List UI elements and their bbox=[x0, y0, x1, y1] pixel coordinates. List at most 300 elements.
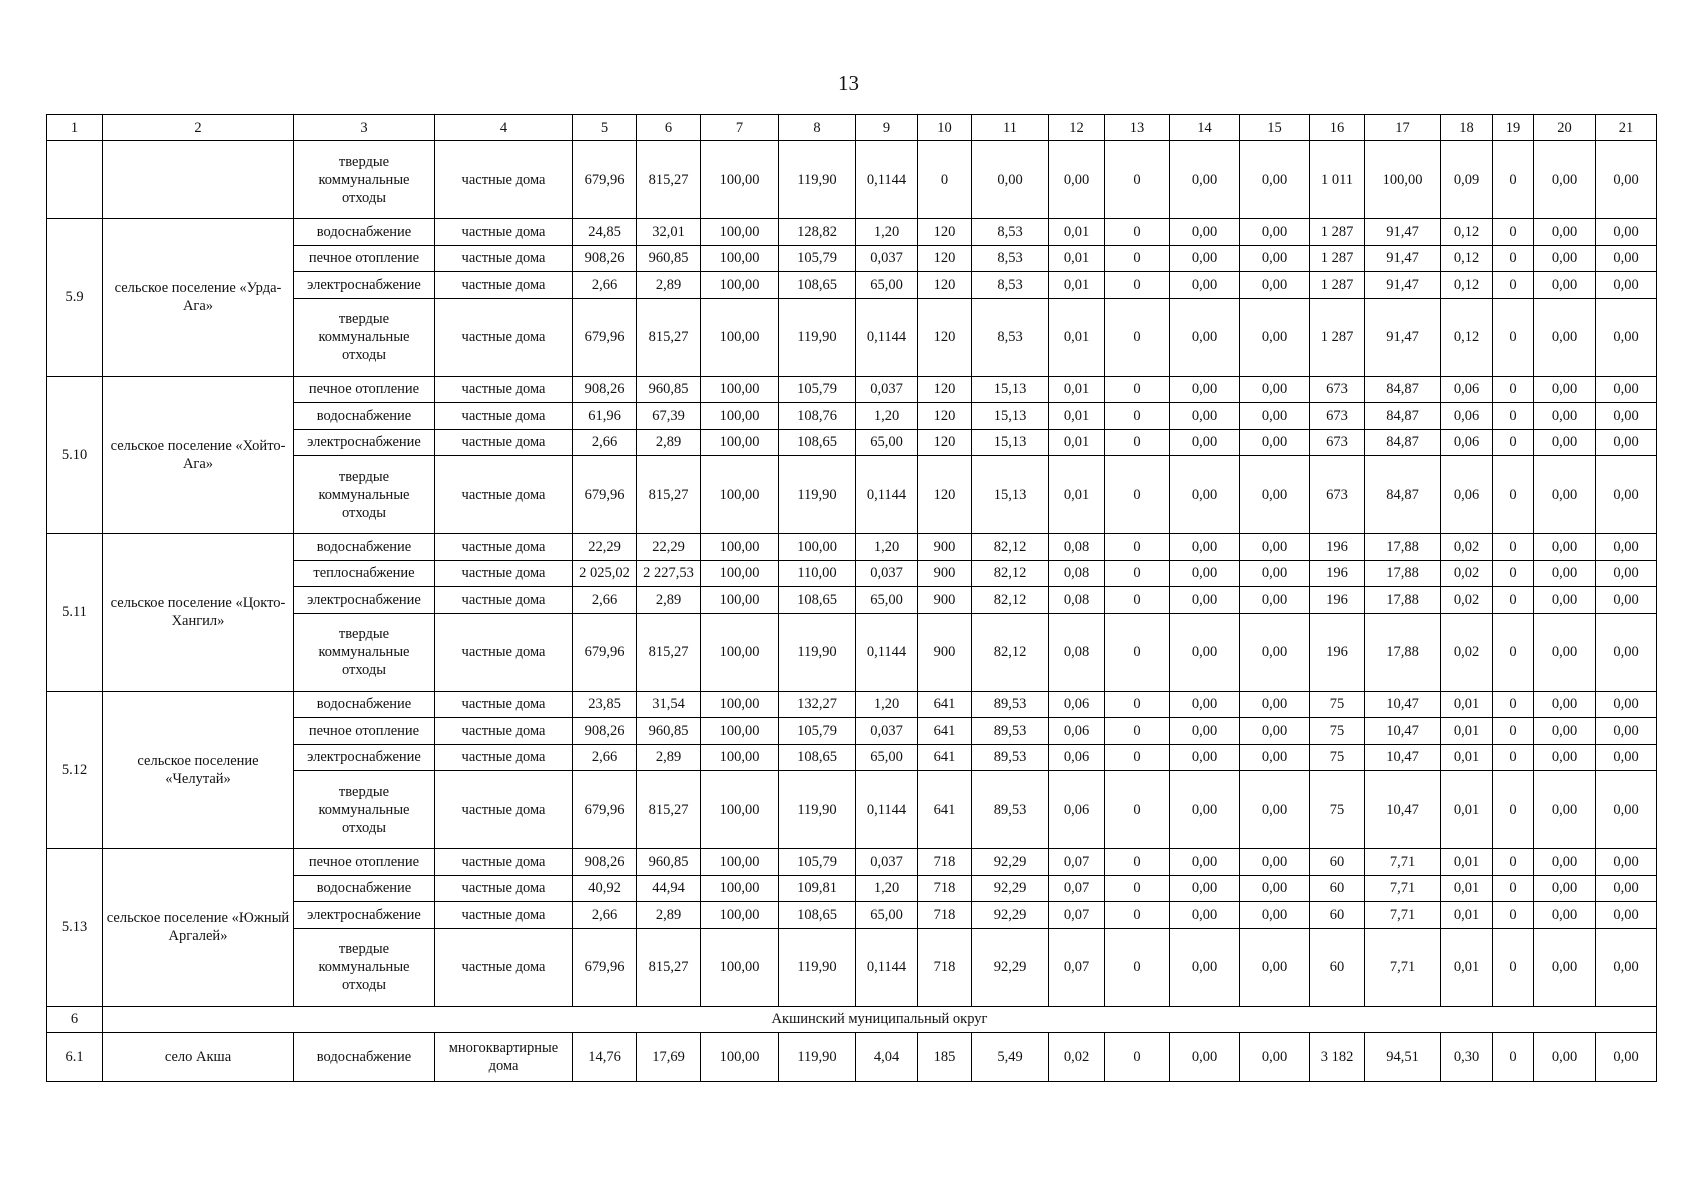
value-cell: 1,20 bbox=[856, 403, 918, 430]
value-cell: 0,00 bbox=[1170, 928, 1240, 1006]
value-cell: 0,00 bbox=[1170, 718, 1240, 745]
value-cell: 0 bbox=[1105, 272, 1170, 299]
value-cell: 679,96 bbox=[573, 456, 637, 534]
column-header: 21 bbox=[1596, 115, 1657, 141]
housing-type-cell: частные дома bbox=[435, 403, 573, 430]
value-cell: 0,00 bbox=[1240, 245, 1310, 272]
value-cell: 5,49 bbox=[972, 1032, 1049, 1081]
value-cell: 0,00 bbox=[1170, 141, 1240, 219]
table-row bbox=[47, 376, 1657, 403]
value-cell: 0,01 bbox=[1049, 298, 1105, 376]
table-row bbox=[47, 141, 1657, 219]
value-cell: 100,00 bbox=[701, 245, 779, 272]
value-cell: 0 bbox=[1105, 141, 1170, 219]
service-cell: твердые коммунальные отходы bbox=[294, 928, 435, 1006]
value-cell: 679,96 bbox=[573, 613, 637, 691]
value-cell: 89,53 bbox=[972, 718, 1049, 745]
value-cell: 119,90 bbox=[779, 141, 856, 219]
value-cell: 15,13 bbox=[972, 376, 1049, 403]
housing-type-cell: частные дома bbox=[435, 560, 573, 587]
service-cell: печное отопление bbox=[294, 849, 435, 876]
value-cell: 0,00 bbox=[1240, 849, 1310, 876]
service-cell: электроснабжение bbox=[294, 902, 435, 929]
value-cell: 8,53 bbox=[972, 298, 1049, 376]
value-cell: 7,71 bbox=[1365, 902, 1441, 929]
column-header: 7 bbox=[701, 115, 779, 141]
value-cell: 0,00 bbox=[1534, 376, 1596, 403]
value-cell: 0,00 bbox=[1170, 875, 1240, 902]
column-header: 10 bbox=[918, 115, 972, 141]
value-cell: 0,08 bbox=[1049, 534, 1105, 561]
service-cell: твердые коммунальные отходы bbox=[294, 141, 435, 219]
value-cell: 1,20 bbox=[856, 534, 918, 561]
value-cell: 0,037 bbox=[856, 245, 918, 272]
value-cell: 815,27 bbox=[637, 456, 701, 534]
value-cell: 0,06 bbox=[1441, 429, 1493, 456]
service-cell: электроснабжение bbox=[294, 429, 435, 456]
value-cell: 8,53 bbox=[972, 245, 1049, 272]
value-cell: 0,00 bbox=[1170, 272, 1240, 299]
value-cell: 0,12 bbox=[1441, 219, 1493, 246]
service-cell: водоснабжение bbox=[294, 219, 435, 246]
value-cell: 0,01 bbox=[1049, 245, 1105, 272]
value-cell: 960,85 bbox=[637, 245, 701, 272]
value-cell: 0,00 bbox=[1596, 875, 1657, 902]
value-cell: 0,037 bbox=[856, 849, 918, 876]
value-cell: 75 bbox=[1310, 744, 1365, 771]
value-cell: 105,79 bbox=[779, 718, 856, 745]
value-cell: 0,00 bbox=[1534, 456, 1596, 534]
value-cell: 815,27 bbox=[637, 141, 701, 219]
value-cell: 0,00 bbox=[1596, 613, 1657, 691]
value-cell: 94,51 bbox=[1365, 1032, 1441, 1081]
service-cell: печное отопление bbox=[294, 376, 435, 403]
housing-type-cell: многоквартирные дома bbox=[435, 1032, 573, 1081]
value-cell: 0,00 bbox=[1240, 902, 1310, 929]
value-cell: 673 bbox=[1310, 429, 1365, 456]
value-cell: 0,00 bbox=[1170, 219, 1240, 246]
value-cell: 0,00 bbox=[1240, 560, 1310, 587]
value-cell: 2,89 bbox=[637, 272, 701, 299]
value-cell: 92,29 bbox=[972, 875, 1049, 902]
housing-type-cell: частные дома bbox=[435, 141, 573, 219]
value-cell: 7,71 bbox=[1365, 849, 1441, 876]
value-cell: 119,90 bbox=[779, 928, 856, 1006]
value-cell: 0,00 bbox=[1170, 245, 1240, 272]
value-cell: 100,00 bbox=[1365, 141, 1441, 219]
value-cell: 0,01 bbox=[1441, 718, 1493, 745]
value-cell: 0 bbox=[1493, 587, 1534, 614]
value-cell: 4,04 bbox=[856, 1032, 918, 1081]
value-cell: 0,00 bbox=[1240, 744, 1310, 771]
value-cell: 0,1144 bbox=[856, 456, 918, 534]
value-cell: 92,29 bbox=[972, 902, 1049, 929]
value-cell: 60 bbox=[1310, 849, 1365, 876]
value-cell: 0,08 bbox=[1049, 613, 1105, 691]
value-cell: 908,26 bbox=[573, 245, 637, 272]
value-cell: 0 bbox=[918, 141, 972, 219]
value-cell: 0,07 bbox=[1049, 902, 1105, 929]
value-cell: 0,07 bbox=[1049, 875, 1105, 902]
value-cell: 0,00 bbox=[1596, 718, 1657, 745]
value-cell: 0,00 bbox=[1596, 376, 1657, 403]
value-cell: 22,29 bbox=[573, 534, 637, 561]
value-cell: 2,89 bbox=[637, 902, 701, 929]
value-cell: 1,20 bbox=[856, 219, 918, 246]
housing-type-cell: частные дома bbox=[435, 587, 573, 614]
value-cell: 0 bbox=[1105, 298, 1170, 376]
value-cell: 100,00 bbox=[701, 875, 779, 902]
value-cell: 0,01 bbox=[1441, 928, 1493, 1006]
value-cell: 119,90 bbox=[779, 1032, 856, 1081]
value-cell: 0,00 bbox=[1596, 429, 1657, 456]
value-cell: 0,02 bbox=[1049, 1032, 1105, 1081]
value-cell: 0 bbox=[1493, 875, 1534, 902]
value-cell: 0,00 bbox=[1596, 456, 1657, 534]
value-cell: 0,00 bbox=[1170, 560, 1240, 587]
value-cell: 2,89 bbox=[637, 429, 701, 456]
value-cell: 0,00 bbox=[1534, 928, 1596, 1006]
value-cell: 84,87 bbox=[1365, 403, 1441, 430]
value-cell: 0,06 bbox=[1049, 718, 1105, 745]
value-cell: 0,00 bbox=[1534, 219, 1596, 246]
value-cell: 100,00 bbox=[701, 902, 779, 929]
value-cell: 3 182 bbox=[1310, 1032, 1365, 1081]
value-cell: 815,27 bbox=[637, 771, 701, 849]
value-cell: 718 bbox=[918, 849, 972, 876]
column-header: 15 bbox=[1240, 115, 1310, 141]
value-cell: 0,00 bbox=[1596, 403, 1657, 430]
value-cell: 641 bbox=[918, 691, 972, 718]
service-cell: твердые коммунальные отходы bbox=[294, 613, 435, 691]
value-cell: 82,12 bbox=[972, 534, 1049, 561]
value-cell: 0,00 bbox=[1240, 429, 1310, 456]
value-cell: 0 bbox=[1105, 902, 1170, 929]
value-cell: 0,01 bbox=[1441, 744, 1493, 771]
value-cell: 0,00 bbox=[1170, 691, 1240, 718]
value-cell: 15,13 bbox=[972, 456, 1049, 534]
value-cell: 7,71 bbox=[1365, 928, 1441, 1006]
column-header: 2 bbox=[103, 115, 294, 141]
table-row bbox=[47, 849, 1657, 876]
column-header: 13 bbox=[1105, 115, 1170, 141]
value-cell: 0,00 bbox=[1170, 587, 1240, 614]
value-cell: 815,27 bbox=[637, 613, 701, 691]
value-cell: 0,08 bbox=[1049, 560, 1105, 587]
value-cell: 2,66 bbox=[573, 272, 637, 299]
value-cell: 0 bbox=[1105, 771, 1170, 849]
value-cell: 0,06 bbox=[1049, 744, 1105, 771]
settlement-name-cell bbox=[103, 141, 294, 219]
service-cell: электроснабжение bbox=[294, 744, 435, 771]
housing-type-cell: частные дома bbox=[435, 298, 573, 376]
value-cell: 0,00 bbox=[1240, 534, 1310, 561]
value-cell: 15,13 bbox=[972, 403, 1049, 430]
value-cell: 0,02 bbox=[1441, 560, 1493, 587]
table-body bbox=[47, 115, 1657, 1082]
row-id-cell: 5.13 bbox=[47, 849, 103, 1007]
value-cell: 0,00 bbox=[1170, 456, 1240, 534]
value-cell: 679,96 bbox=[573, 928, 637, 1006]
value-cell: 10,47 bbox=[1365, 771, 1441, 849]
value-cell: 0,1144 bbox=[856, 298, 918, 376]
housing-type-cell: частные дома bbox=[435, 613, 573, 691]
value-cell: 0 bbox=[1105, 691, 1170, 718]
value-cell: 40,92 bbox=[573, 875, 637, 902]
value-cell: 108,76 bbox=[779, 403, 856, 430]
value-cell: 673 bbox=[1310, 403, 1365, 430]
value-cell: 100,00 bbox=[701, 560, 779, 587]
value-cell: 91,47 bbox=[1365, 219, 1441, 246]
value-cell: 100,00 bbox=[701, 718, 779, 745]
housing-type-cell: частные дома bbox=[435, 849, 573, 876]
value-cell: 82,12 bbox=[972, 587, 1049, 614]
value-cell: 0 bbox=[1493, 1032, 1534, 1081]
table-row bbox=[47, 219, 1657, 246]
housing-type-cell: частные дома bbox=[435, 456, 573, 534]
value-cell: 100,00 bbox=[701, 141, 779, 219]
row-id-cell: 5.12 bbox=[47, 691, 103, 849]
value-cell: 0,00 bbox=[1170, 429, 1240, 456]
value-cell: 84,87 bbox=[1365, 376, 1441, 403]
value-cell: 0,00 bbox=[1170, 298, 1240, 376]
value-cell: 128,82 bbox=[779, 219, 856, 246]
value-cell: 0,09 bbox=[1441, 141, 1493, 219]
settlement-name-cell: сельское поселение «Урда-Ага» bbox=[103, 219, 294, 377]
value-cell: 132,27 bbox=[779, 691, 856, 718]
value-cell: 0,00 bbox=[1240, 771, 1310, 849]
column-header: 16 bbox=[1310, 115, 1365, 141]
value-cell: 0,00 bbox=[1534, 141, 1596, 219]
value-cell: 0,00 bbox=[1170, 849, 1240, 876]
value-cell: 65,00 bbox=[856, 272, 918, 299]
settlement-name-cell: село Акша bbox=[103, 1032, 294, 1081]
value-cell: 108,65 bbox=[779, 902, 856, 929]
value-cell: 641 bbox=[918, 744, 972, 771]
value-cell: 0,037 bbox=[856, 376, 918, 403]
value-cell: 0 bbox=[1493, 928, 1534, 1006]
value-cell: 0,00 bbox=[1596, 902, 1657, 929]
value-cell: 84,87 bbox=[1365, 456, 1441, 534]
row-id-cell: 5.9 bbox=[47, 219, 103, 377]
housing-type-cell: частные дома bbox=[435, 534, 573, 561]
value-cell: 0 bbox=[1493, 141, 1534, 219]
value-cell: 0 bbox=[1493, 771, 1534, 849]
value-cell: 108,65 bbox=[779, 587, 856, 614]
value-cell: 0,00 bbox=[1170, 376, 1240, 403]
value-cell: 65,00 bbox=[856, 429, 918, 456]
value-cell: 108,65 bbox=[779, 272, 856, 299]
value-cell: 0 bbox=[1493, 534, 1534, 561]
column-header: 20 bbox=[1534, 115, 1596, 141]
value-cell: 0,01 bbox=[1441, 902, 1493, 929]
service-cell: твердые коммунальные отходы bbox=[294, 771, 435, 849]
value-cell: 105,79 bbox=[779, 849, 856, 876]
value-cell: 100,00 bbox=[701, 376, 779, 403]
value-cell: 0,00 bbox=[1596, 1032, 1657, 1081]
value-cell: 10,47 bbox=[1365, 691, 1441, 718]
section-row bbox=[47, 1006, 1657, 1032]
value-cell: 0 bbox=[1493, 403, 1534, 430]
value-cell: 815,27 bbox=[637, 928, 701, 1006]
value-cell: 100,00 bbox=[701, 928, 779, 1006]
value-cell: 0 bbox=[1105, 534, 1170, 561]
value-cell: 100,00 bbox=[701, 587, 779, 614]
value-cell: 24,85 bbox=[573, 219, 637, 246]
value-cell: 0 bbox=[1493, 902, 1534, 929]
value-cell: 960,85 bbox=[637, 718, 701, 745]
value-cell: 0,00 bbox=[1240, 613, 1310, 691]
value-cell: 196 bbox=[1310, 587, 1365, 614]
value-cell: 2,89 bbox=[637, 744, 701, 771]
value-cell: 0,1144 bbox=[856, 928, 918, 1006]
value-cell: 0,00 bbox=[1534, 849, 1596, 876]
value-cell: 0,00 bbox=[1240, 1032, 1310, 1081]
value-cell: 44,94 bbox=[637, 875, 701, 902]
value-cell: 679,96 bbox=[573, 298, 637, 376]
value-cell: 0,00 bbox=[1596, 534, 1657, 561]
value-cell: 0,00 bbox=[1240, 691, 1310, 718]
value-cell: 0,00 bbox=[1534, 744, 1596, 771]
value-cell: 0,06 bbox=[1441, 376, 1493, 403]
value-cell: 718 bbox=[918, 902, 972, 929]
value-cell: 0,00 bbox=[1534, 718, 1596, 745]
value-cell: 0,00 bbox=[1534, 902, 1596, 929]
value-cell: 105,79 bbox=[779, 376, 856, 403]
value-cell: 900 bbox=[918, 613, 972, 691]
value-cell: 0,00 bbox=[1534, 691, 1596, 718]
value-cell: 0,02 bbox=[1441, 587, 1493, 614]
value-cell: 31,54 bbox=[637, 691, 701, 718]
value-cell: 0,01 bbox=[1441, 691, 1493, 718]
value-cell: 960,85 bbox=[637, 849, 701, 876]
value-cell: 0,12 bbox=[1441, 245, 1493, 272]
value-cell: 108,65 bbox=[779, 429, 856, 456]
value-cell: 109,81 bbox=[779, 875, 856, 902]
column-header: 9 bbox=[856, 115, 918, 141]
value-cell: 120 bbox=[918, 245, 972, 272]
value-cell: 32,01 bbox=[637, 219, 701, 246]
value-cell: 119,90 bbox=[779, 613, 856, 691]
value-cell: 1 287 bbox=[1310, 219, 1365, 246]
value-cell: 0,00 bbox=[1534, 587, 1596, 614]
value-cell: 0 bbox=[1105, 403, 1170, 430]
value-cell: 65,00 bbox=[856, 587, 918, 614]
value-cell: 0,07 bbox=[1049, 849, 1105, 876]
value-cell: 100,00 bbox=[701, 272, 779, 299]
value-cell: 100,00 bbox=[701, 613, 779, 691]
value-cell: 0,01 bbox=[1049, 456, 1105, 534]
value-cell: 17,88 bbox=[1365, 560, 1441, 587]
value-cell: 0 bbox=[1493, 456, 1534, 534]
table-row bbox=[47, 534, 1657, 561]
value-cell: 61,96 bbox=[573, 403, 637, 430]
value-cell: 0 bbox=[1105, 376, 1170, 403]
value-cell: 0,01 bbox=[1441, 849, 1493, 876]
value-cell: 0,00 bbox=[1534, 875, 1596, 902]
value-cell: 0,06 bbox=[1441, 403, 1493, 430]
value-cell: 673 bbox=[1310, 456, 1365, 534]
value-cell: 0,00 bbox=[1170, 534, 1240, 561]
value-cell: 17,88 bbox=[1365, 534, 1441, 561]
value-cell: 100,00 bbox=[701, 744, 779, 771]
value-cell: 0 bbox=[1105, 560, 1170, 587]
value-cell: 0,00 bbox=[1534, 298, 1596, 376]
settlement-name-cell: сельское поселение «Цокто-Хангил» bbox=[103, 534, 294, 692]
value-cell: 14,76 bbox=[573, 1032, 637, 1081]
value-cell: 0,00 bbox=[1534, 560, 1596, 587]
column-header: 5 bbox=[573, 115, 637, 141]
value-cell: 900 bbox=[918, 560, 972, 587]
column-header: 17 bbox=[1365, 115, 1441, 141]
value-cell: 0,01 bbox=[1049, 429, 1105, 456]
value-cell: 67,39 bbox=[637, 403, 701, 430]
settlement-name-cell: сельское поселение «Южный Аргалей» bbox=[103, 849, 294, 1007]
column-header: 12 bbox=[1049, 115, 1105, 141]
value-cell: 0,00 bbox=[1170, 1032, 1240, 1081]
value-cell: 89,53 bbox=[972, 771, 1049, 849]
housing-type-cell: частные дома bbox=[435, 744, 573, 771]
value-cell: 679,96 bbox=[573, 141, 637, 219]
value-cell: 0,08 bbox=[1049, 587, 1105, 614]
column-header: 4 bbox=[435, 115, 573, 141]
value-cell: 100,00 bbox=[701, 849, 779, 876]
value-cell: 0,037 bbox=[856, 560, 918, 587]
value-cell: 0 bbox=[1105, 219, 1170, 246]
value-cell: 0,00 bbox=[1240, 219, 1310, 246]
page-number: 13 bbox=[838, 71, 859, 95]
value-cell: 900 bbox=[918, 587, 972, 614]
value-cell: 0 bbox=[1105, 875, 1170, 902]
value-cell: 0,00 bbox=[1240, 928, 1310, 1006]
value-cell: 100,00 bbox=[701, 219, 779, 246]
value-cell: 0 bbox=[1493, 376, 1534, 403]
value-cell: 120 bbox=[918, 429, 972, 456]
value-cell: 0,00 bbox=[1170, 613, 1240, 691]
value-cell: 0,00 bbox=[1240, 875, 1310, 902]
column-header: 1 bbox=[47, 115, 103, 141]
value-cell: 0,00 bbox=[1534, 613, 1596, 691]
value-cell: 60 bbox=[1310, 928, 1365, 1006]
value-cell: 0,00 bbox=[1596, 691, 1657, 718]
value-cell: 2,89 bbox=[637, 587, 701, 614]
housing-type-cell: частные дома bbox=[435, 691, 573, 718]
column-header: 11 bbox=[972, 115, 1049, 141]
service-cell: электроснабжение bbox=[294, 587, 435, 614]
value-cell: 0,01 bbox=[1049, 219, 1105, 246]
value-cell: 0,02 bbox=[1441, 613, 1493, 691]
value-cell: 92,29 bbox=[972, 849, 1049, 876]
column-header: 6 bbox=[637, 115, 701, 141]
section-id-cell: 6 bbox=[47, 1006, 103, 1032]
row-id-cell: 6.1 bbox=[47, 1032, 103, 1081]
value-cell: 0 bbox=[1105, 1032, 1170, 1081]
value-cell: 1 287 bbox=[1310, 245, 1365, 272]
service-cell: печное отопление bbox=[294, 245, 435, 272]
value-cell: 0,00 bbox=[1534, 245, 1596, 272]
value-cell: 0,00 bbox=[1240, 272, 1310, 299]
value-cell: 196 bbox=[1310, 613, 1365, 691]
value-cell: 65,00 bbox=[856, 902, 918, 929]
value-cell: 0,00 bbox=[1240, 298, 1310, 376]
housing-type-cell: частные дома bbox=[435, 429, 573, 456]
section-title-cell: Акшинский муниципальный округ bbox=[103, 1006, 1657, 1032]
value-cell: 100,00 bbox=[701, 456, 779, 534]
value-cell: 0,00 bbox=[1596, 587, 1657, 614]
value-cell: 0,00 bbox=[1596, 928, 1657, 1006]
value-cell: 0 bbox=[1493, 245, 1534, 272]
value-cell: 0 bbox=[1105, 928, 1170, 1006]
